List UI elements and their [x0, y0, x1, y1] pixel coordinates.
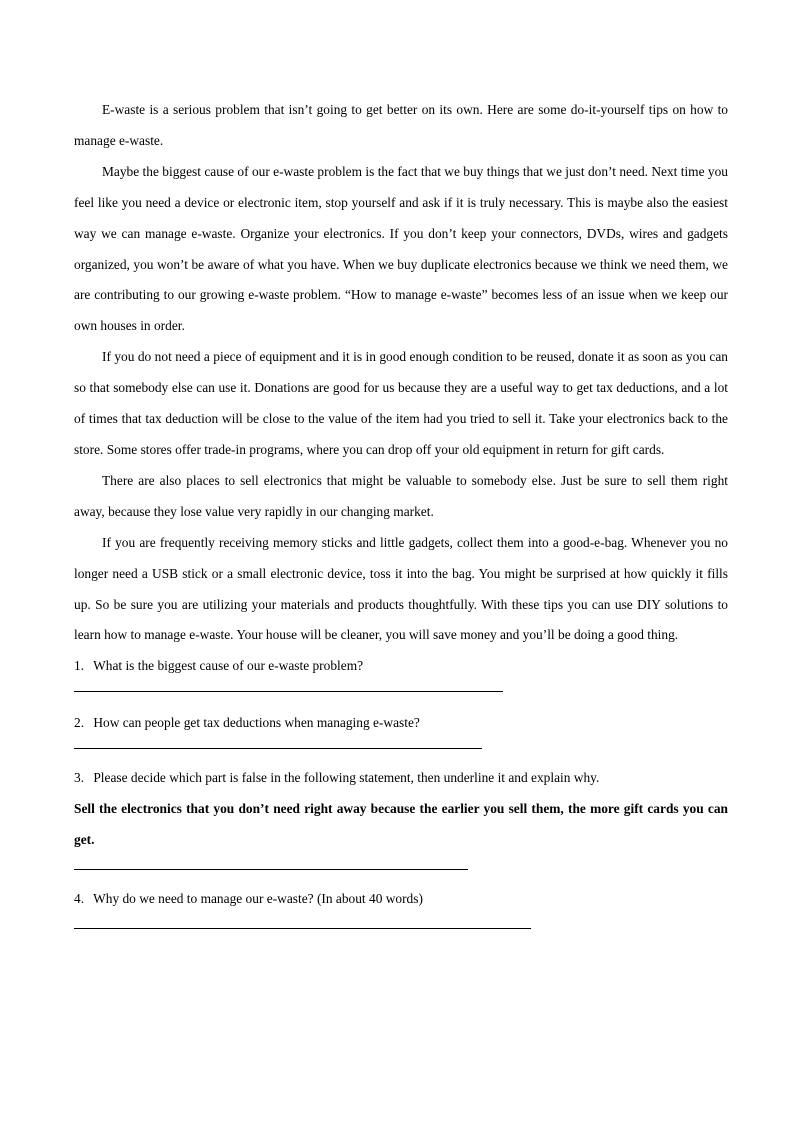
passage-paragraph-5: If you are frequently receiving memory sticks and little gadgets, collect them into a good-e-bag. Whenever you no longer need a USB stick or a small electronic device, toss it into the bag. You might be surprised at how quickly it fills up. So be sure you are utilizing your materials and products thoughtfully. With these tips you can use DIY solutions to learn how to manage e-waste. Your house will be cleaner, you will save money and you’ll be doing a good thing.	[74, 534, 728, 643]
reading-passage	[74, 95, 728, 651]
question-3	[74, 763, 728, 870]
question-number: 3.	[74, 770, 85, 786]
bold-statement: Sell the electronics that you don’t need right away because the earlier you sell them, the more gift cards you can get.	[74, 801, 728, 848]
question-text: What is the biggest cause of our e-waste problem?	[93, 658, 364, 674]
answer-line-4[interactable]	[74, 926, 531, 929]
question-number: 1.	[74, 658, 85, 674]
question-1	[74, 651, 728, 692]
passage-paragraph-4: There are also places to sell electronics that might be valuable to somebody else. Just be sure to sell them right away, because they lose value very rapidly in our changing market.	[74, 472, 728, 519]
questions-section	[74, 651, 728, 929]
passage-paragraph-1: E-waste is a serious problem that isn’t going to get better on its own. Here are some do-it-yourself tips on how to manage e-waste.	[74, 102, 728, 148]
worksheet-page	[74, 95, 728, 941]
question-number: 4.	[74, 891, 85, 907]
question-text: Please decide which part is false in the following statement, then underline it and explain why.	[93, 770, 600, 786]
question-text: Why do we need to manage our e-waste? (In about 40 words)	[93, 891, 423, 907]
question-4	[74, 884, 728, 929]
passage-paragraph-2: Maybe the biggest cause of our e-waste problem is the fact that we buy things that we just don’t need. Next time you feel like you need a device or electronic item, stop yourself and ask if it is truly necessary. This is maybe also the easiest way we can manage e-waste. Organize your electronics. If you don’t keep your connectors, DVDs, wires and gadgets organized, you won’t be aware of what you have. When we buy duplicate electronics because we think we need them, we are contributing to our growing e-waste problem. “How to manage e-waste” becomes less of an issue when we keep our own houses in order.	[74, 163, 728, 334]
answer-line-3[interactable]	[74, 867, 468, 870]
answer-line-1[interactable]	[74, 689, 503, 692]
question-number: 2.	[74, 715, 85, 731]
question-2	[74, 708, 728, 749]
answer-line-2[interactable]	[74, 746, 482, 749]
question-text: How can people get tax deductions when managing e-waste?	[93, 715, 420, 731]
passage-paragraph-3: If you do not need a piece of equipment and it is in good enough condition to be reused, donate it as soon as you can so that somebody else can use it. Donations are good for us because they are a useful way to get tax deductions, and a lot of times that tax deduction will be close to the value of the item had you tried to sell it. Take your electronics back to the store. Some stores offer trade-in programs, where you can drop off your old equipment in return for gift cards.	[74, 349, 728, 457]
